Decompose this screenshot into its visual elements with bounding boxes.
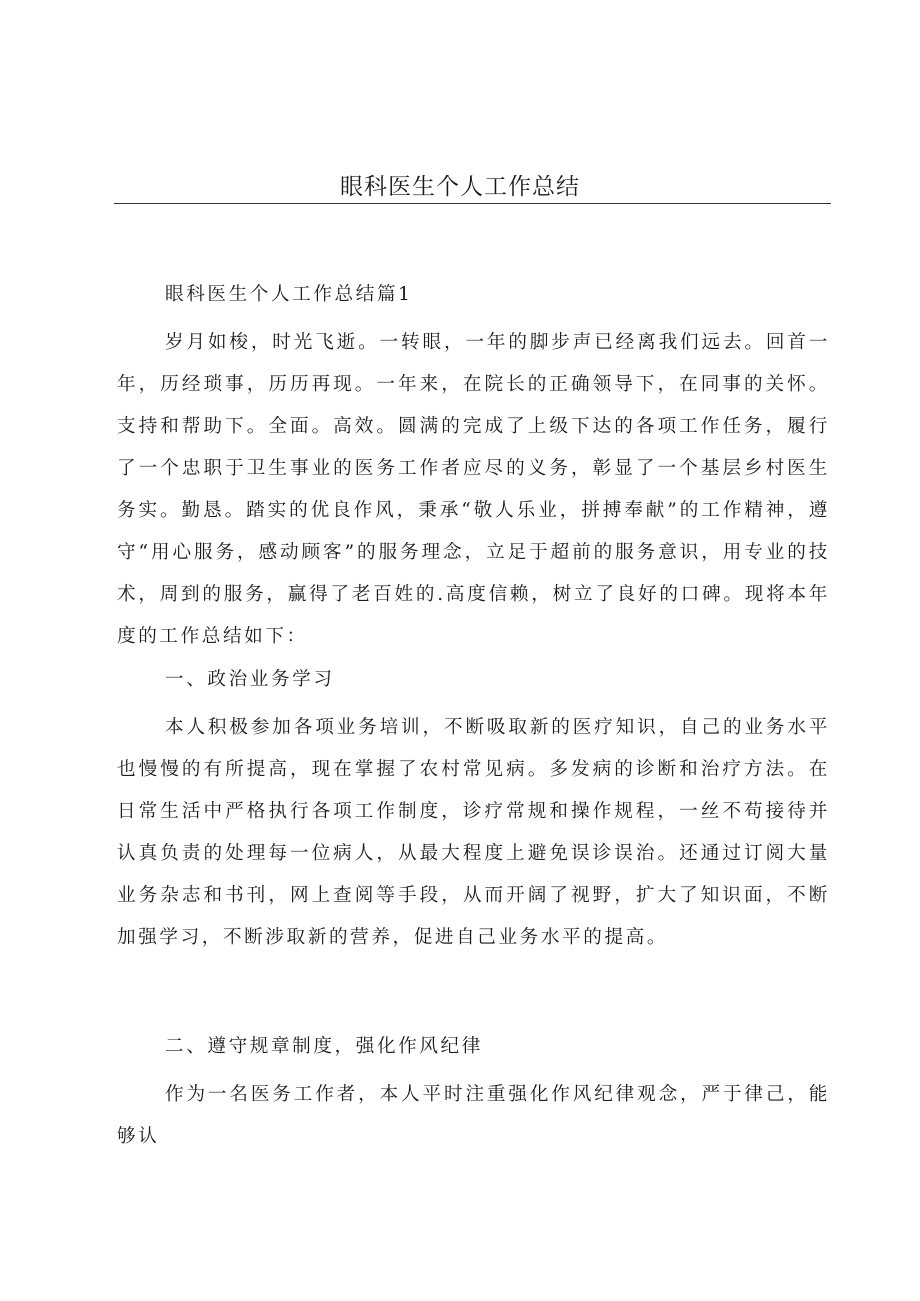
title-underline: [114, 203, 831, 204]
paragraph-study: 本人积极参加各项业务培训，不断吸取新的医疗知识，自己的业务水平也慢慢的有所提高，现在掌握了农村常见病。多发病的诊断和治疗方法。在日常生活中严格执行各项工作制度，诊疗常规和操作规程，一丝不苟接待并认真负责的处理每一位病人，从最大程度上避免误诊误治。还通过订阅大量业务杂志和书刊，网上查阅等手段，从而开阔了视野，扩大了知识面，不断加强学习，不断涉取新的营养，促进自己业务水平的提高。: [117, 717, 830, 948]
document-title: 眼科医生个人工作总结: [340, 174, 580, 200]
section-heading-politics-study: 一、政治业务学习: [165, 669, 335, 690]
paragraph-discipline: 作为一名医务工作者，本人平时注重强化作风纪律观念，严于律己，能够认: [117, 1084, 830, 1147]
section-subtitle: 眼科医生个人工作总结篇1: [165, 284, 413, 305]
section-heading-rules-discipline: 二、遵守规章制度，强化作风纪律: [165, 1036, 483, 1057]
paragraph-intro: 岁月如梭，时光飞逝。一转眼，一年的脚步声已经离我们远去。回首一年，历经琐事，历历再现。一年来，在院长的正确领导下，在同事的关怀。支持和帮助下。全面。高效。圆满的完成了上级下达的各项工作任务，履行了一个忠职于卫生事业的医务工作者应尽的义务，彰显了一个基层乡村医生务实。勤恳。踏实的优良作风，秉承“敬人乐业，拼搏奉献”的工作精神，遵守“用心服务，感动顾客”的服务理念，立足于超前的服务意识，用专业的技术，周到的服务，赢得了老百姓的.高度信赖，树立了良好的口碑。现将本年度的工作总结如下：: [117, 332, 830, 647]
